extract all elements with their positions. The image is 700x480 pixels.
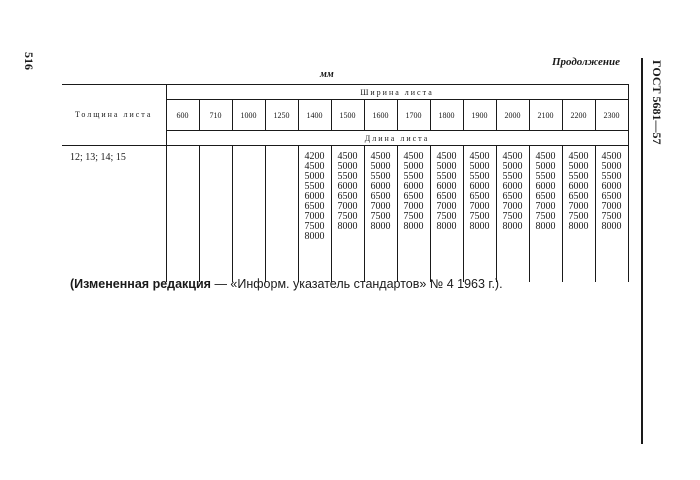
length-value: 5500 <box>502 171 523 182</box>
length-cell <box>595 146 628 283</box>
length-value: 6000 <box>370 181 391 192</box>
gost-standard-code: ГОСТ 5681—57 <box>650 60 664 145</box>
margin-rule <box>641 58 643 444</box>
length-value: 4500 <box>370 151 391 162</box>
width-header-cell: 710 <box>199 100 232 131</box>
length-list <box>464 152 496 232</box>
length-group-header: Длина листа <box>166 131 628 146</box>
table-row <box>62 146 628 283</box>
length-cell <box>364 146 397 283</box>
length-value: 5000 <box>601 161 622 172</box>
unit-label: мм <box>320 69 334 80</box>
length-value: 4500 <box>535 151 556 162</box>
length-value: 7000 <box>535 201 556 212</box>
width-header-cell: 600 <box>166 100 199 131</box>
length-value: 4500 <box>601 151 622 162</box>
length-list <box>497 152 529 232</box>
amendment-note <box>70 277 503 291</box>
length-value: 6500 <box>502 191 523 202</box>
length-cell <box>463 146 496 283</box>
length-value: 4500 <box>436 151 457 162</box>
length-value: 7000 <box>568 201 589 212</box>
length-value: 4500 <box>502 151 523 162</box>
length-list <box>431 152 463 232</box>
length-value: 5000 <box>568 161 589 172</box>
length-value: 8000 <box>469 221 490 232</box>
length-value: 7000 <box>601 201 622 212</box>
length-value: 6000 <box>469 181 490 192</box>
length-list <box>398 152 430 232</box>
length-value: 4500 <box>568 151 589 162</box>
note-text: — «Информ. указатель стандартов» № 4 1963 г.). <box>210 277 503 291</box>
length-value: 6000 <box>403 181 424 192</box>
note-emphasis: Измененная редакция <box>74 277 211 291</box>
note-open-paren: ( <box>70 277 75 291</box>
length-value: 5000 <box>337 161 358 172</box>
length-value: 8000 <box>403 221 424 232</box>
length-list <box>299 152 331 242</box>
length-cell <box>166 146 199 283</box>
length-value: 4200 <box>304 151 325 162</box>
thickness-header: Толщина листа <box>62 85 166 146</box>
length-value: 5000 <box>304 171 325 182</box>
length-value: 8000 <box>370 221 391 232</box>
length-value: 8000 <box>502 221 523 232</box>
length-value: 7500 <box>568 211 589 222</box>
length-cell <box>265 146 298 283</box>
length-cell <box>199 146 232 283</box>
width-header-cell: 1700 <box>397 100 430 131</box>
width-header-cell: 1400 <box>298 100 331 131</box>
table-header <box>62 85 628 146</box>
length-cell <box>232 146 265 283</box>
length-value: 4500 <box>337 151 358 162</box>
length-value: 7000 <box>502 201 523 212</box>
page-number: 516 <box>22 52 36 70</box>
length-value: 6000 <box>568 181 589 192</box>
length-value: 6500 <box>535 191 556 202</box>
length-value: 6500 <box>370 191 391 202</box>
thickness-cell: 12; 13; 14; 15 <box>62 146 166 283</box>
length-value: 7500 <box>304 221 325 232</box>
length-value: 7000 <box>370 201 391 212</box>
length-value: 5500 <box>601 171 622 182</box>
length-value: 8000 <box>535 221 556 232</box>
length-value: 7000 <box>403 201 424 212</box>
length-value: 5500 <box>469 171 490 182</box>
length-value: 6000 <box>502 181 523 192</box>
length-value: 7000 <box>469 201 490 212</box>
length-value: 6500 <box>436 191 457 202</box>
length-value: 7500 <box>601 211 622 222</box>
length-value: 7500 <box>403 211 424 222</box>
length-value: 7500 <box>469 211 490 222</box>
length-value: 7000 <box>436 201 457 212</box>
sheet-dimensions-table <box>62 84 629 282</box>
length-value: 5000 <box>535 161 556 172</box>
length-value: 5000 <box>436 161 457 172</box>
table-body <box>62 146 628 283</box>
length-value: 6000 <box>436 181 457 192</box>
length-value: 5500 <box>568 171 589 182</box>
length-value: 7500 <box>370 211 391 222</box>
length-value: 8000 <box>304 231 325 242</box>
length-value: 8000 <box>337 221 358 232</box>
length-value: 4500 <box>304 161 325 172</box>
length-list <box>332 152 364 232</box>
length-cell <box>562 146 595 283</box>
length-cell <box>397 146 430 283</box>
length-value: 6000 <box>337 181 358 192</box>
length-value: 7000 <box>304 211 325 222</box>
length-value: 5500 <box>337 171 358 182</box>
length-value: 6500 <box>601 191 622 202</box>
length-cell <box>496 146 529 283</box>
length-value: 7000 <box>337 201 358 212</box>
length-value: 8000 <box>601 221 622 232</box>
length-value: 5500 <box>436 171 457 182</box>
length-value: 6000 <box>304 191 325 202</box>
header-row-width-group <box>62 85 628 100</box>
length-list <box>365 152 397 232</box>
length-list <box>596 152 628 232</box>
length-value: 7500 <box>337 211 358 222</box>
width-header-cell: 1500 <box>331 100 364 131</box>
length-value: 5500 <box>304 181 325 192</box>
width-header-cell: 2000 <box>496 100 529 131</box>
length-value: 5500 <box>370 171 391 182</box>
length-value: 7500 <box>502 211 523 222</box>
length-list <box>530 152 562 232</box>
width-header-cell: 2300 <box>595 100 628 131</box>
width-header-cell: 2100 <box>529 100 562 131</box>
length-value: 6000 <box>601 181 622 192</box>
length-value: 5500 <box>403 171 424 182</box>
length-value: 5000 <box>469 161 490 172</box>
continuation-label: Продолжение <box>551 56 620 68</box>
width-group-header: Ширина листа <box>166 85 628 100</box>
length-value: 6500 <box>568 191 589 202</box>
length-cell <box>529 146 562 283</box>
length-value: 6500 <box>469 191 490 202</box>
length-value: 8000 <box>436 221 457 232</box>
width-header-cell: 1900 <box>463 100 496 131</box>
length-value: 7500 <box>436 211 457 222</box>
length-value: 8000 <box>568 221 589 232</box>
length-cell <box>298 146 331 283</box>
length-cell <box>331 146 364 283</box>
length-value: 7500 <box>535 211 556 222</box>
width-header-cell: 1250 <box>265 100 298 131</box>
width-header-cell: 1000 <box>232 100 265 131</box>
length-value: 5500 <box>535 171 556 182</box>
length-value: 5000 <box>403 161 424 172</box>
length-value: 4500 <box>403 151 424 162</box>
length-cell <box>430 146 463 283</box>
width-header-cell: 1600 <box>364 100 397 131</box>
length-value: 6500 <box>337 191 358 202</box>
length-value: 5000 <box>370 161 391 172</box>
length-value: 6500 <box>304 201 325 212</box>
width-header-cell: 2200 <box>562 100 595 131</box>
length-value: 4500 <box>469 151 490 162</box>
width-header-cell: 1800 <box>430 100 463 131</box>
length-value: 6000 <box>535 181 556 192</box>
length-value: 6500 <box>403 191 424 202</box>
length-list <box>563 152 595 232</box>
length-value: 5000 <box>502 161 523 172</box>
